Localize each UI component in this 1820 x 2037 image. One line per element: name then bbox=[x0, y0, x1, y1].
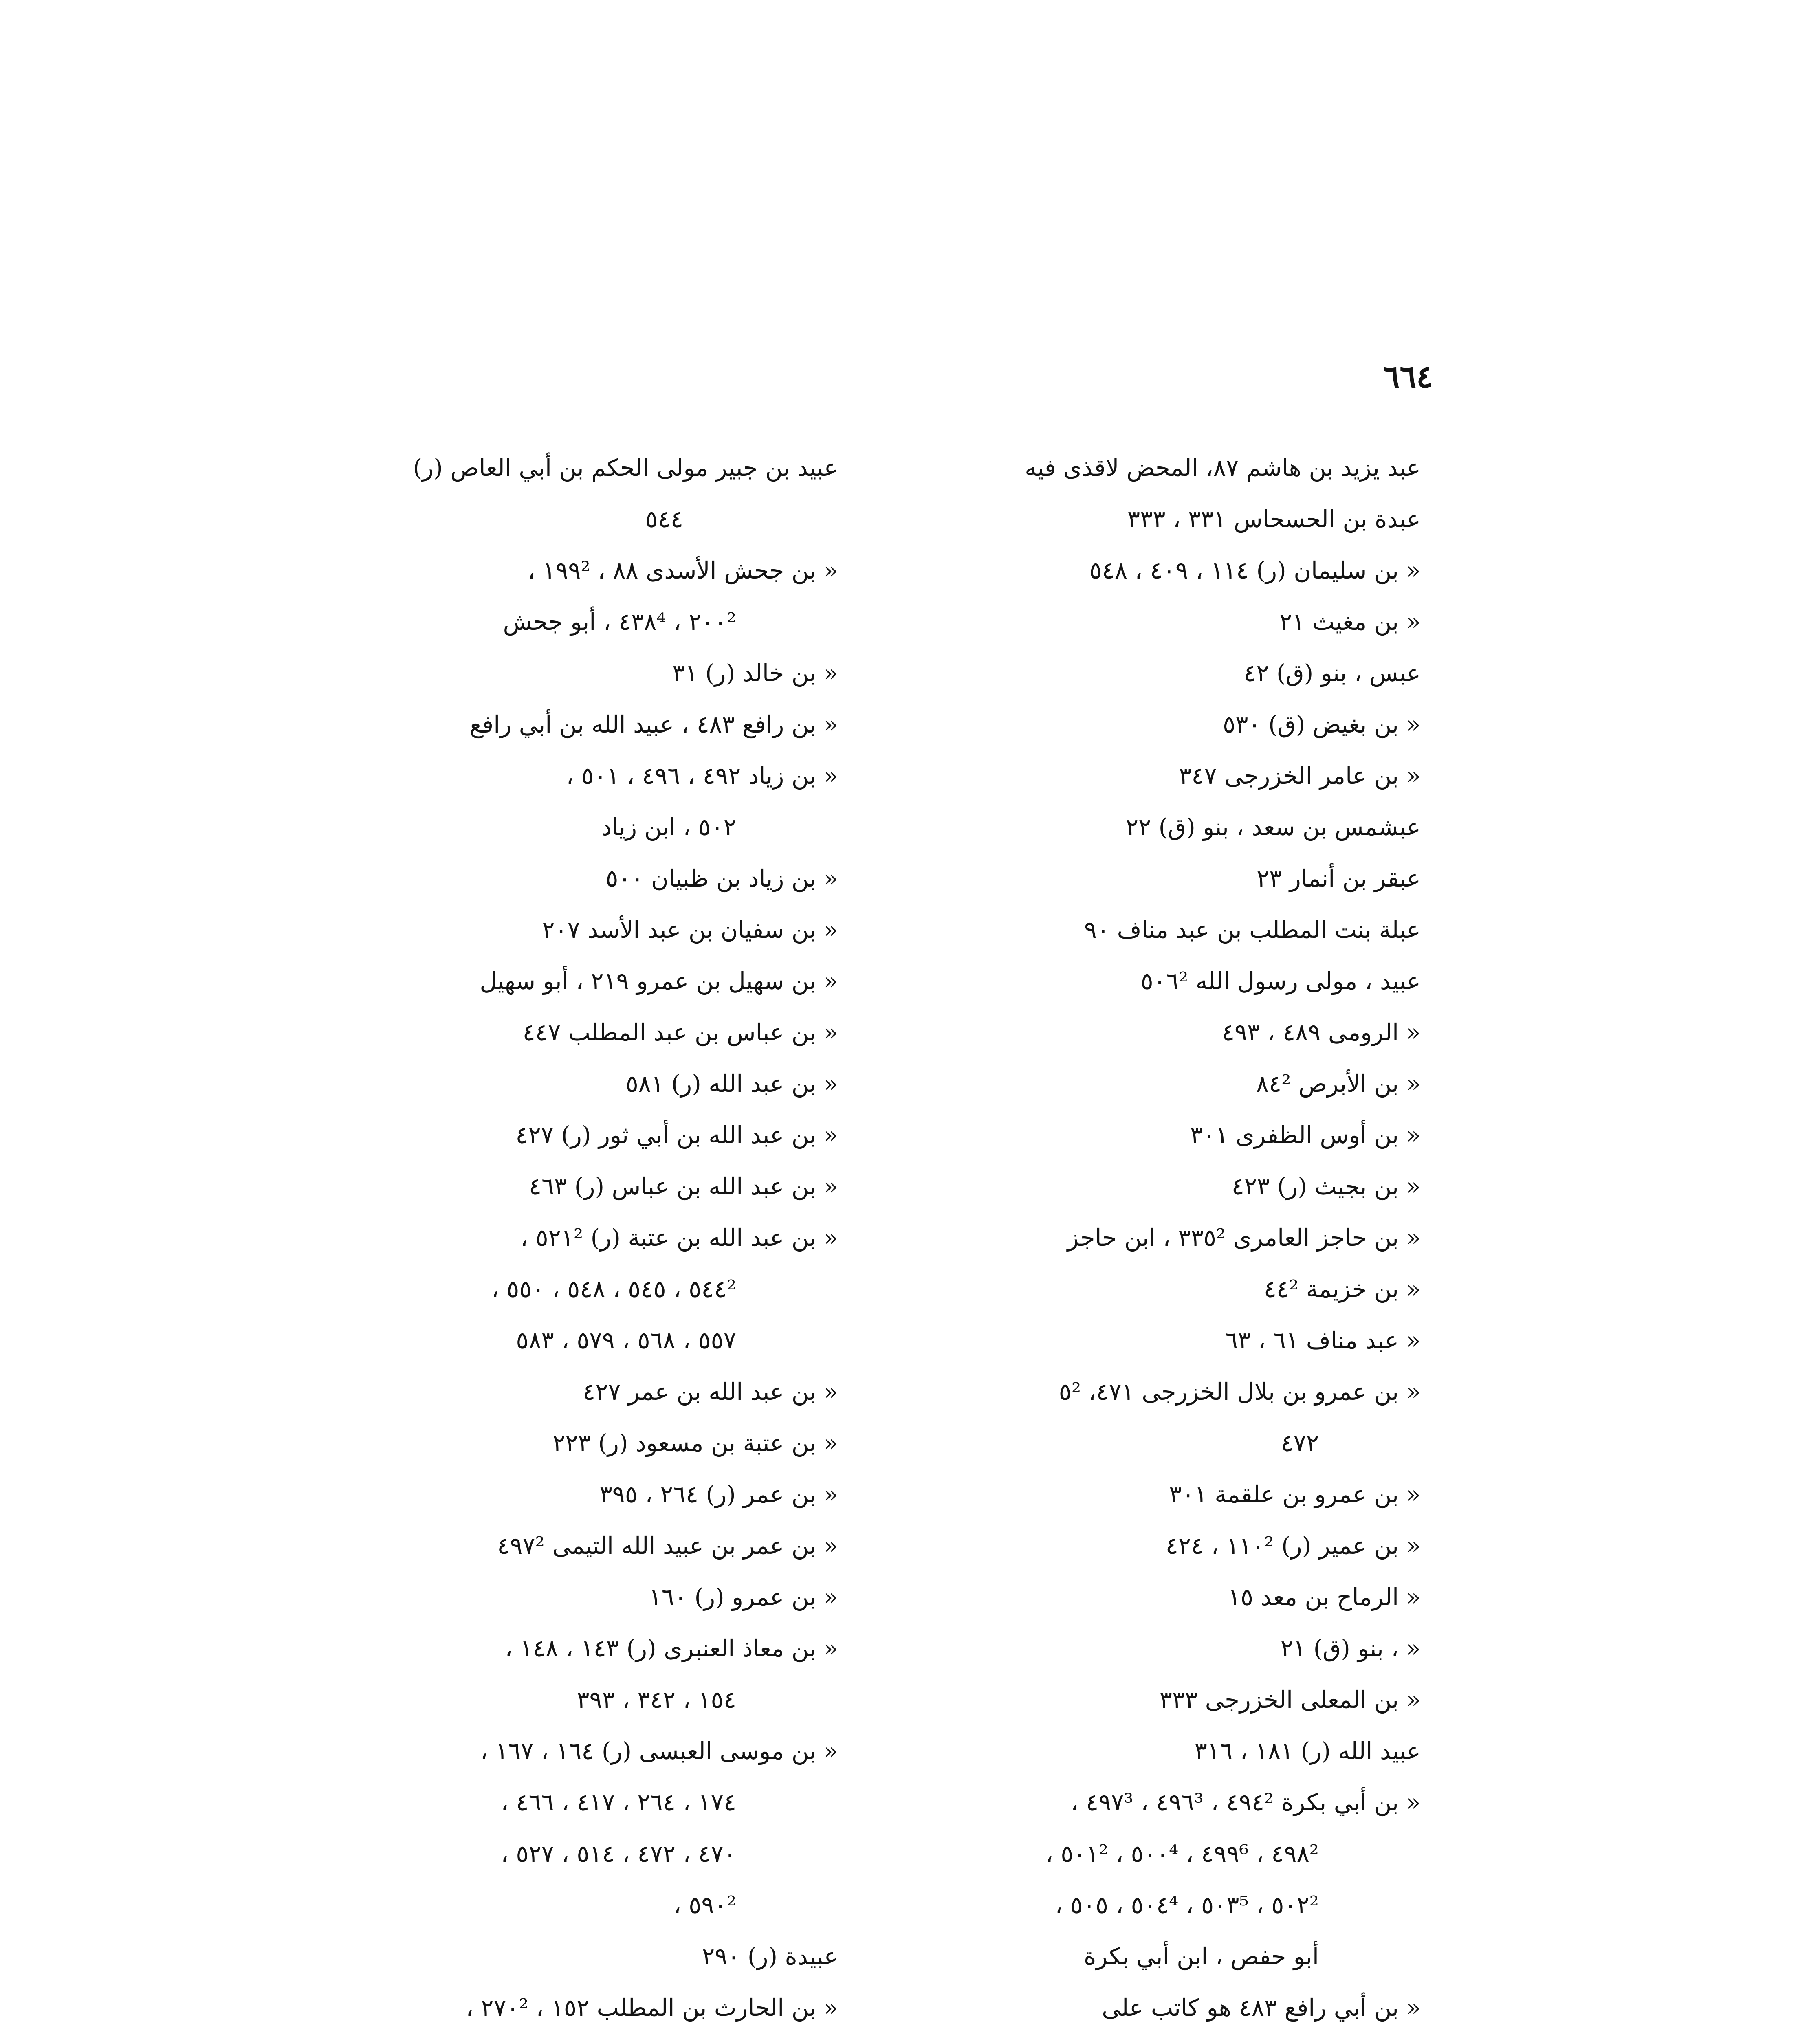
index-entry: ١٧٤ ، ٢٦٤ ، ٤١٧ ، ٤٦٦ ، bbox=[501, 1788, 736, 1816]
index-column-right bbox=[850, 442, 1421, 2037]
index-entry: « بن عامر الخزرجى ٣٤٧ bbox=[1179, 762, 1421, 790]
index-entry bbox=[850, 2033, 1421, 2037]
index-entry: عبد يزيد بن هاشم ٨٧، المحض لاقذى فيه bbox=[1025, 454, 1421, 482]
index-entry: ٥٤٤ bbox=[645, 505, 683, 533]
index-entry: « بن زياد بن ظبيان ٥٠٠ bbox=[605, 865, 838, 892]
index-entry: عبدة بن الحسحاس ٣٣١ ، ٣٣٣ bbox=[1127, 505, 1421, 533]
index-entry: ٤٧٠ ، ٤٧٢ ، ٥١٤ ، ٥٢٧ ، bbox=[501, 1840, 736, 1868]
index-entry: ٥٠٢ ، ابن زياد bbox=[601, 813, 736, 841]
index-entry: « بن بجيث (ر) ٤٢٣ bbox=[1231, 1172, 1421, 1200]
index-entry: عبشمس بن سعد ، بنو (ق) ٢٢ bbox=[1125, 813, 1421, 841]
index-entry: « بن حاجز العامرى ٣٣٥² ، ابن حاجز bbox=[1067, 1224, 1421, 1252]
index-entry bbox=[268, 2033, 838, 2037]
index-entry: ٥٩٠² ، bbox=[673, 1891, 736, 1919]
index-entry: عبيد ، مولى رسول الله ٥٠٦² bbox=[1140, 967, 1421, 995]
index-entry: « بن عمر (ر) ٢٦٤ ، ٣٩٥ bbox=[599, 1480, 838, 1508]
index-entry: « بن المعلى الخزرجى ٣٣٣ bbox=[1159, 1686, 1421, 1714]
index-entry: « بن عبد الله بن عباس (ر) ٤٦٣ bbox=[528, 1172, 838, 1200]
index-entry: ٥٠٢² ، ٥٠٣⁵ ، ٥٠٤⁴ ، ٥٠٥ ، bbox=[1055, 1891, 1319, 1919]
index-entry: « بن معاذ العنبرى (ر) ١٤٣ ، ١٤٨ ، bbox=[505, 1634, 838, 1662]
index-entry: « بن بغيض (ق) ٥٣٠ bbox=[1223, 711, 1421, 738]
index-entry: ٤٧٢ bbox=[1281, 1429, 1319, 1457]
index-entry: « بن أبي رافع ٤٨٣ هو كاتب على bbox=[1102, 1994, 1421, 2022]
index-entry: « بن عمرو بن علقمة ٣٠١ bbox=[1169, 1480, 1421, 1508]
index-entry: عبيد الله (ر) ١٨١ ، ٣١٦ bbox=[1194, 1737, 1421, 1765]
index-entry: « بن عتبة بن مسعود (ر) ٢٢٣ bbox=[552, 1429, 838, 1457]
index-entry: عبلة بنت المطلب بن عبد مناف ٩٠ bbox=[1084, 916, 1421, 944]
index-entry: « بن عبد الله بن عمر ٤٢٧ bbox=[583, 1378, 838, 1406]
index-entry: « بن عبد الله بن عتبة (ر) ٥٢١² ، bbox=[520, 1224, 838, 1252]
index-entry: « الرماح بن معد ١٥ bbox=[1228, 1583, 1421, 1611]
index-entry: « عبد مناف ٦١ ، ٦٣ bbox=[1225, 1326, 1421, 1354]
index-entry: « بن الحارث بن المطلب ١٥٢ ، ٢٧٠² ، bbox=[466, 1994, 838, 2022]
index-entry: أبو حفص ، ابن أبي بكرة bbox=[1084, 1942, 1319, 1970]
index-entry: « بن عمر بن عبيد الله التيمى ٤٩٧² bbox=[497, 1532, 838, 1560]
index-entry: « بن الأبرص ٨٤² bbox=[1256, 1070, 1421, 1098]
index-entry: ٤٩٨² ، ٤٩٩⁶ ، ٥٠٠⁴ ، ٥٠١² ، bbox=[1045, 1840, 1319, 1868]
index-entry: « بن سفيان بن عبد الأسد ٢٠٧ bbox=[542, 916, 838, 944]
index-entry: « ، بنو (ق) ٢١ bbox=[1280, 1634, 1421, 1662]
index-entry: « بن خزيمة ٤٤² bbox=[1263, 1275, 1421, 1303]
index-entry: « بن أبي بكرة ٤٩٤² ، ٤٩٦³ ، ٤٩٧³ ، bbox=[1070, 1788, 1421, 1816]
index-entry: « بن خالد (ر) ٣١ bbox=[672, 659, 838, 687]
index-entry: عبس ، بنو (ق) ٤٢ bbox=[1243, 659, 1421, 687]
index-entry: « بن موسى العبسى (ر) ١٦٤ ، ١٦٧ ، bbox=[480, 1737, 838, 1765]
page-number: ٦٦٤ bbox=[1383, 359, 1433, 395]
index-entry: « بن عمير (ر) ١١٠² ، ٤٢٤ bbox=[1165, 1532, 1421, 1560]
index-entry: عبيدة (ر) ٢٩٠ bbox=[702, 1942, 838, 1970]
index-entry: « بن عبد الله بن أبي ثور (ر) ٤٢٧ bbox=[515, 1121, 838, 1149]
index-entry: « بن عباس بن عبد المطلب ٤٤٧ bbox=[522, 1018, 838, 1046]
index-entry: عبقر بن أنمار ٢٣ bbox=[1257, 865, 1421, 892]
index-entry: « بن زياد ٤٩٢ ، ٤٩٦ ، ٥٠١ ، bbox=[566, 762, 838, 790]
index-entry: « بن سهيل بن عمرو ٢١٩ ، أبو سهيل bbox=[480, 967, 838, 995]
index-entry: عبيد بن جبير مولى الحكم بن أبي العاص (ر) bbox=[413, 454, 838, 482]
index-entry: « بن رافع ٤٨٣ ، عبيد الله بن أبي رافع bbox=[469, 711, 838, 738]
index-entry: « بن عبد الله (ر) ٥٨١ bbox=[625, 1070, 838, 1098]
index-entry: ٢٠٠² ، ٤٣٨⁴ ، أبو جحش bbox=[503, 608, 736, 636]
index-entry: « بن سليمان (ر) ١١٤ ، ٤٠٩ ، ٥٤٨ bbox=[1089, 557, 1421, 584]
index-entry: « بن عمرو (ر) ١٦٠ bbox=[649, 1583, 838, 1611]
index-column-left bbox=[268, 442, 838, 2037]
index-entry: « بن مغيث ٢١ bbox=[1279, 608, 1421, 636]
index-entry: « بن جحش الأسدى ٨٨ ، ١٩٩² ، bbox=[527, 557, 838, 584]
index-entry: ٥٤٤² ، ٥٤٥ ، ٥٤٨ ، ٥٥٠ ، bbox=[491, 1275, 736, 1303]
index-entry: « بن عمرو بن بلال الخزرجى ٤٧١، ٥² bbox=[1059, 1378, 1421, 1406]
index-entry: « الرومى ٤٨٩ ، ٤٩٣ bbox=[1221, 1018, 1421, 1046]
index-entry: ٥٥٧ ، ٥٦٨ ، ٥٧٩ ، ٥٨٣ bbox=[516, 1326, 736, 1354]
index-entry: ١٥٤ ، ٣٤٢ ، ٣٩٣ bbox=[577, 1686, 736, 1714]
index-entry: « بن أوس الظفرى ٣٠١ bbox=[1190, 1121, 1421, 1149]
